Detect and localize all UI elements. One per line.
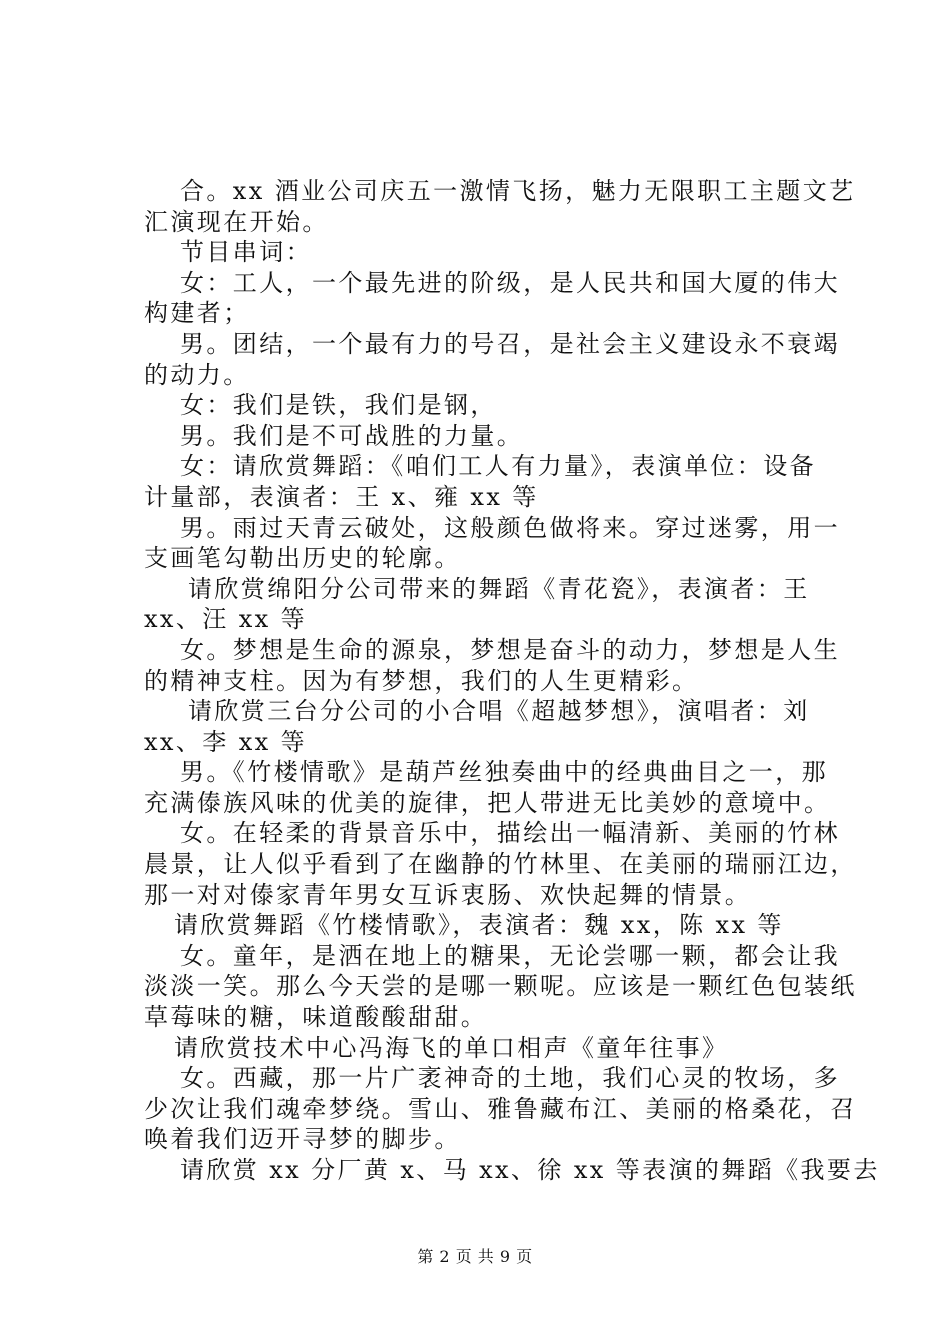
text-line: 请欣赏绵阳分公司带来的舞蹈《青花瓷》，表演者：王: [188, 574, 810, 603]
text-line: 计量部，表演者：王 x、雍 xx 等: [144, 482, 539, 511]
text-line: 请欣赏技术中心冯海飞的单口相声《童年往事》: [174, 1033, 729, 1062]
text-line: 男。我们是不可战胜的力量。: [180, 421, 524, 450]
text-line: 的精神支柱。因为有梦想，我们的人生更精彩。: [144, 666, 699, 695]
text-line: xx、李 xx 等: [144, 727, 307, 756]
text-line: 男。团结，一个最有力的号召，是社会主义建设永不衰竭: [180, 329, 840, 358]
text-line: 男。雨过天青云破处，这般颜色做将来。穿过迷雾，用一: [180, 513, 840, 542]
text-line: 那一对对傣家青年男女互诉衷肠、欢快起舞的情景。: [144, 880, 752, 909]
text-line: 女：我们是铁，我们是钢，: [180, 391, 497, 420]
text-line: 女。在轻柔的背景音乐中，描绘出一幅清新、美丽的竹林: [180, 819, 840, 848]
text-line: 女：工人，一个最先进的阶级，是人民共和国大厦的伟大: [180, 268, 840, 297]
text-line: 节目串词：: [180, 238, 312, 267]
text-line: 女。梦想是生命的源泉，梦想是奋斗的动力，梦想是人生: [180, 635, 840, 664]
text-line: 晨景，让人似乎看到了在幽静的竹林里、在美丽的瑞丽江边，: [144, 850, 857, 879]
text-line: 请欣赏舞蹈《竹楼情歌》，表演者：魏 xx，陈 xx 等: [174, 911, 784, 940]
text-line: 淡淡一笑。那么今天尝的是哪一颗呢。应该是一颗红色包装纸: [144, 972, 857, 1001]
text-line: 女。童年，是洒在地上的糖果，无论尝哪一颗，都会让我: [180, 941, 840, 970]
text-line: 女。西藏，那一片广袤神奇的土地，我们心灵的牧场，多: [180, 1064, 840, 1093]
text-line: 请欣赏三台分公司的小合唱《超越梦想》，演唱者：刘: [188, 697, 810, 726]
text-line: 男。《竹楼情歌》是葫芦丝独奏曲中的经典曲目之一，那: [180, 758, 828, 787]
document-body: [144, 176, 880, 1186]
text-line: 汇演现在开始。: [144, 207, 329, 236]
text-line: xx、汪 xx 等: [144, 605, 307, 634]
text-line: 充满傣族风味的优美的旋律，把人带进无比美妙的意境中。: [144, 788, 831, 817]
text-line: 女：请欣赏舞蹈：《咱们工人有力量》，表演单位：设备: [180, 452, 816, 481]
text-line: 支画笔勾勒出历史的轮廓。: [144, 544, 461, 573]
page-number-footer: 第 2 页 共 9 页: [417, 1247, 533, 1266]
text-line: 请欣赏 xx 分厂黄 x、马 xx、徐 xx 等表演的舞蹈《我要去: [180, 1156, 880, 1184]
text-line: 少次让我们魂牵梦绕。雪山、雅鲁藏布江、美丽的格桑花，召: [144, 1094, 857, 1123]
text-line: 草莓味的糖，味道酸酸甜甜。: [144, 1003, 488, 1032]
text-line: 的动力。: [144, 360, 250, 389]
text-line: 唤着我们迈开寻梦的脚步。: [144, 1125, 461, 1154]
text-line: 构建者；: [144, 299, 250, 328]
text-line: 合。xx 酒业公司庆五一激情飞扬，魅力无限职工主题文艺: [180, 177, 856, 205]
